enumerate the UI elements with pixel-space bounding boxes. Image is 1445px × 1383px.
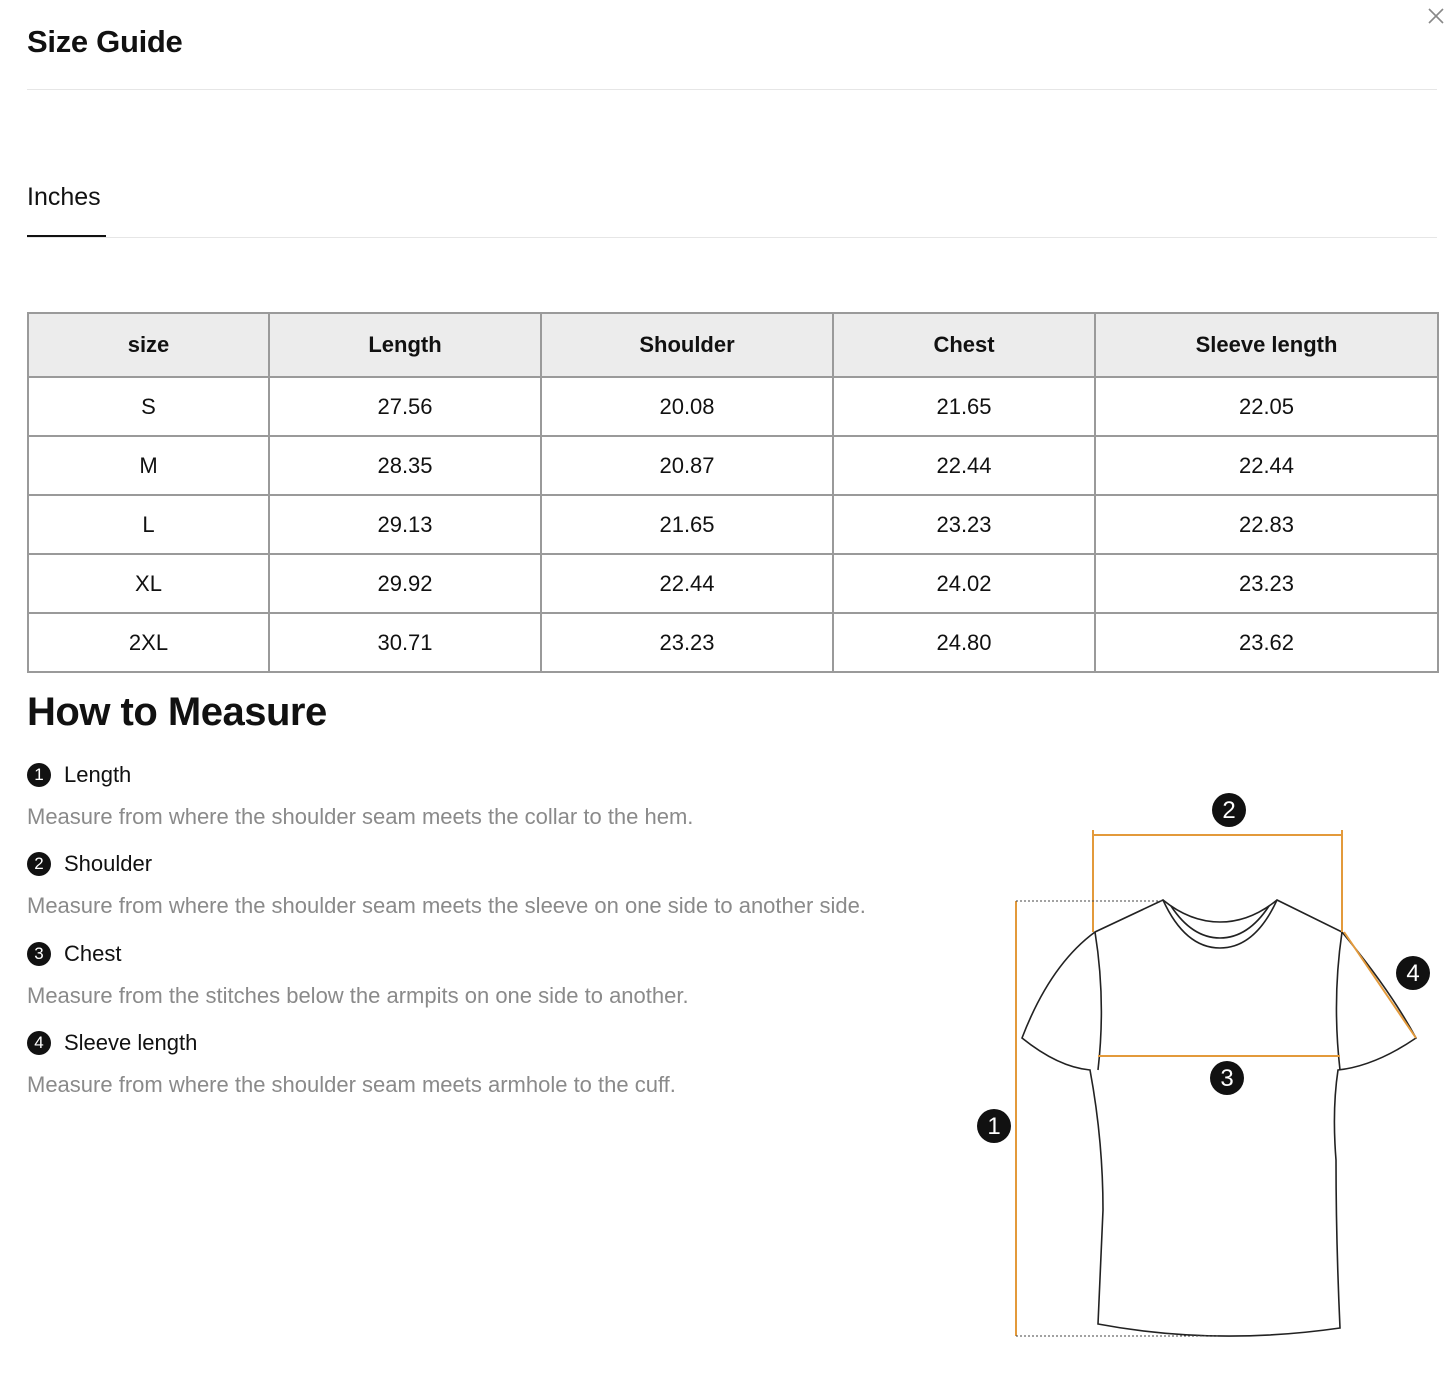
- table-cell: 22.44: [541, 554, 833, 613]
- table-row: [28, 613, 1438, 672]
- measure-step-chest: [27, 939, 689, 1009]
- table-row: [28, 554, 1438, 613]
- step-description: Measure from where the shoulder seam meets armhole to the cuff.: [27, 1072, 676, 1097]
- close-button[interactable]: [1424, 4, 1445, 28]
- column-header: Shoulder: [541, 313, 833, 377]
- step-number-badge: 2: [27, 852, 51, 876]
- marker-length: [977, 1109, 1011, 1143]
- step-name: Chest: [64, 941, 122, 966]
- table-cell: M: [28, 436, 269, 495]
- table-cell: 20.87: [541, 436, 833, 495]
- tab-inches[interactable]: [27, 178, 101, 238]
- table-cell: 23.23: [541, 613, 833, 672]
- measure-step-shoulder: [27, 849, 866, 919]
- step-description: Measure from the stitches below the armpits on one side to another.: [27, 983, 689, 1008]
- marker-label: 4: [1406, 960, 1420, 987]
- table-row: [28, 436, 1438, 495]
- marker-label: 1: [987, 1113, 1001, 1140]
- tshirt-measure-diagram: [970, 780, 1430, 1350]
- table-cell: 24.80: [833, 613, 1095, 672]
- table-cell: L: [28, 495, 269, 554]
- measure-guides: [1016, 901, 1220, 1336]
- marker-shoulder: [1212, 793, 1246, 827]
- marker-label: 2: [1222, 797, 1236, 824]
- tabs-divider: [27, 237, 1437, 238]
- table-cell: 21.65: [833, 377, 1095, 436]
- how-to-measure-title: How to Measure: [27, 690, 327, 734]
- page-title: Size Guide: [27, 24, 183, 59]
- tshirt-outline: [1022, 900, 1416, 1336]
- table-cell: S: [28, 377, 269, 436]
- table-cell: XL: [28, 554, 269, 613]
- measure-step-length: [27, 760, 693, 830]
- table-cell: 2XL: [28, 613, 269, 672]
- table-cell: 30.71: [269, 613, 541, 672]
- table-cell: 23.62: [1095, 613, 1438, 672]
- table-cell: 22.44: [833, 436, 1095, 495]
- table-cell: 28.35: [269, 436, 541, 495]
- table-cell: 20.08: [541, 377, 833, 436]
- step-name: Sleeve length: [64, 1030, 198, 1055]
- column-header: Chest: [833, 313, 1095, 377]
- size-table: [27, 312, 1439, 673]
- table-header-row: [28, 313, 1438, 377]
- close-icon: [1424, 4, 1445, 28]
- table-row: [28, 377, 1438, 436]
- step-description: Measure from where the shoulder seam meets the collar to the hem.: [27, 804, 694, 829]
- step-number-badge: 3: [27, 942, 51, 966]
- tab-inches-label: Inches: [27, 183, 101, 211]
- column-header: size: [28, 313, 269, 377]
- measure-step-sleeve-length: [27, 1028, 676, 1098]
- table-cell: 29.92: [269, 554, 541, 613]
- table-cell: 22.44: [1095, 436, 1438, 495]
- step-name: Shoulder: [64, 851, 153, 876]
- marker-chest: [1210, 1061, 1244, 1095]
- step-name: Length: [64, 762, 132, 787]
- step-description: Measure from where the shoulder seam meets the sleeve on one side to another side.: [27, 893, 866, 918]
- table-cell: 21.65: [541, 495, 833, 554]
- column-header: Sleeve length: [1095, 313, 1438, 377]
- step-number-badge: 4: [27, 1031, 51, 1055]
- table-cell: 24.02: [833, 554, 1095, 613]
- table-row: [28, 495, 1438, 554]
- table-cell: 22.05: [1095, 377, 1438, 436]
- column-header: Length: [269, 313, 541, 377]
- marker-label: 3: [1220, 1065, 1234, 1092]
- table-cell: 23.23: [1095, 554, 1438, 613]
- header-divider: [27, 89, 1437, 90]
- table-cell: 23.23: [833, 495, 1095, 554]
- marker-sleeve: [1396, 956, 1430, 990]
- table-cell: 22.83: [1095, 495, 1438, 554]
- table-cell: 29.13: [269, 495, 541, 554]
- unit-tabs: [27, 178, 1437, 240]
- table-cell: 27.56: [269, 377, 541, 436]
- step-number-badge: 1: [27, 763, 51, 787]
